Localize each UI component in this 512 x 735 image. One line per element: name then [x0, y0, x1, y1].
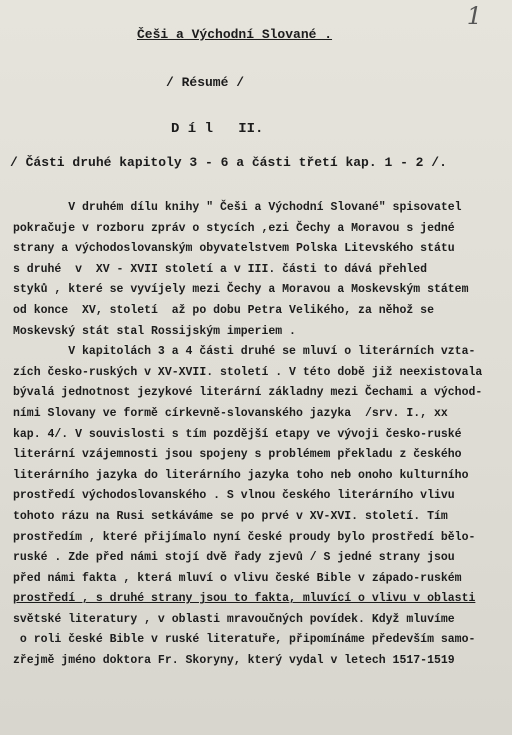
text-line: V druhém dílu knihy " Češi a Východní Slované" spisovatel [13, 201, 462, 214]
text-line: literárního jazyka do literárního jazyka toho neb onoho kulturního [13, 468, 469, 482]
text-line: ními Slovany ve formě církevně-slovanského jazyka /srv. I., xx [13, 406, 448, 420]
page-number: 1 [466, 2, 482, 30]
text-line: V kapitolách 3 a 4 části druhé se mluví o literárních vzta- [13, 345, 476, 359]
text-line: kap. 4/. V souvislosti s tím pozdější etapy ve vývoji česko-ruské [13, 427, 462, 441]
text-line: Moskevský stát stal Rossijským imperiem . [13, 324, 296, 338]
text-line: světské literatury , v oblasti mravoučných povídek. Když mluvíme [13, 612, 455, 626]
resume-heading: / Résumé / [166, 75, 245, 90]
text-line: bývalá jednotnost jezykové literární základny mezi Čechami a východ- [13, 386, 483, 400]
text-line: styků , které se vyvíjely mezi Čechy a Moravou a Moskevským státem [13, 283, 469, 297]
parts-scope: / Části druhé kapitoly 3 - 6 a části třetí kap. 1 - 2 /. [10, 155, 447, 170]
text-line: ruské . Zde před námi stojí dvě řady zjevů / S jedné strany jsou [13, 551, 455, 565]
text-line: o roli české Bible v ruské literatuře, připomínáme především samo- [13, 633, 476, 647]
text-line: pokračuje v rozboru zpráv o stycích ,ezi Čechy a Moravou s jedné [13, 221, 455, 235]
text-line: literární vzájemnosti jsou spojeny s problémem překladu z českého [13, 448, 462, 462]
text-line: tohoto rázu na Rusi setkáváme se po prvé v XV-XVI. století. Tím [13, 509, 448, 523]
text-line: před námi fakta , která mluví o vlivu české Bible v západo-ruském [13, 571, 462, 585]
text-line: prostředí východoslovanského . S vlnou českého literárního vlivu [13, 489, 455, 503]
text-line: od konce XV, století až po dobu Petra Velikého, za něhož se [13, 303, 434, 317]
text-line: zích česko-ruských v XV-XVII. století . V této době již neexistovala [13, 365, 483, 379]
text-line: strany a východoslovanským obyvatelstvem Polska Litevského státu [13, 242, 455, 256]
document-title: Češi a Východní Slované . [137, 27, 333, 42]
part-heading: D í l II. [171, 121, 264, 137]
body-text [13, 198, 508, 672]
text-line: s druhé v XV - XVII století a v III. části to dává přehled [13, 262, 428, 276]
text-line-underlined: prostředí , s druhé strany jsou to fakta, mluvící o vlivu v oblasti [13, 592, 476, 606]
text-line: prostředím , které přijímalo nyní české proudy bylo prostředí bělo- [13, 530, 476, 544]
text-line: zřejmě jméno doktora Fr. Skoryny, který vydal v letech 1517-1519 [13, 654, 455, 668]
